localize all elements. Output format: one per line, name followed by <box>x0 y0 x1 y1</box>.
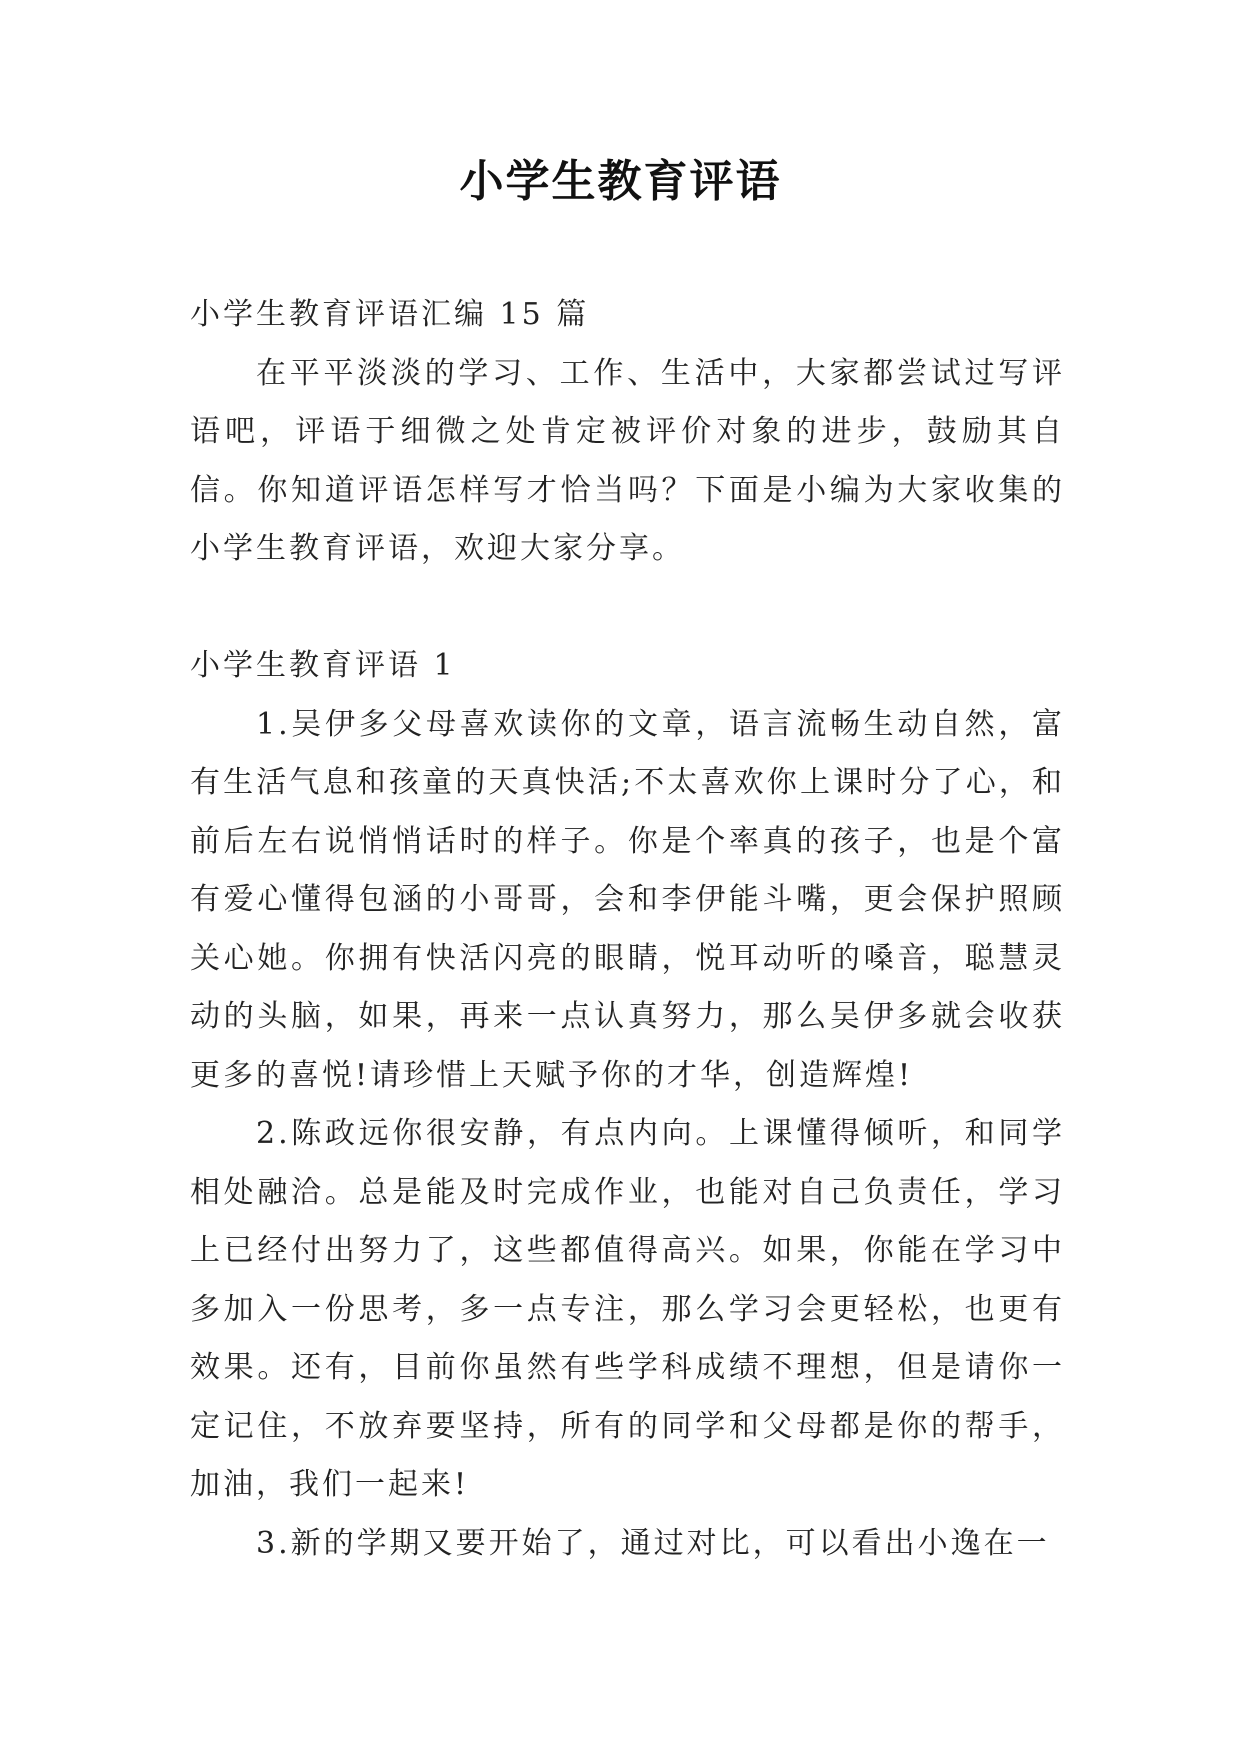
paragraph-gap <box>190 579 1065 638</box>
comment-item-2: 2.陈政远你很安静，有点内向。上课懂得倾听，和同学相处融洽。总是能及时完成作业，也能对自己负责任，学习上已经付出努力了，这些都值得高兴。如果，你能在学习中多加入一份思考，多一点专注，那么学习会更轻松，也更有效果。还有，目前你虽然有些学科成绩不理想，但是请你一定记住，不放弃要坚持，所有的同学和父母都是你的帮手，加油，我们一起来! <box>190 1116 1065 1502</box>
section-heading: 小学生教育评语 1 <box>190 648 456 683</box>
document-subtitle: 小学生教育评语汇编 15 篇 <box>190 297 590 332</box>
intro-paragraph: 在平平淡淡的学习、工作、生活中，大家都尝试过写评语吧，评语于细微之处肯定被评价对象的进步，鼓励其自信。你知道评语怎样写才恰当吗？下面是小编为大家收集的小学生教育评语，欢迎大家分享。 <box>190 355 1065 566</box>
comment-item-3: 3.新的学期又要开始了，通过对比，可以看出小逸在一 <box>256 1525 1050 1561</box>
document-body <box>190 286 1065 1573</box>
comment-item-1: 1.吴伊多父母喜欢读你的文章，语言流畅生动自然，富有生活气息和孩童的天真快活;不太喜欢你上课时分了心，和前后左右说悄悄话时的样子。你是个率真的孩子，也是个富有爱心懂得包涵的小哥哥，会和李伊能斗嘴，更会保护照顾关心她。你拥有快活闪亮的眼睛，悦耳动听的嗓音，聪慧灵动的头脑，如果，再来一点认真努力，那么吴伊多就会收获更多的喜悦!请珍惜上天赋予你的才华，创造辉煌! <box>190 706 1065 1093</box>
document-title: 小学生教育评语 <box>459 156 782 207</box>
